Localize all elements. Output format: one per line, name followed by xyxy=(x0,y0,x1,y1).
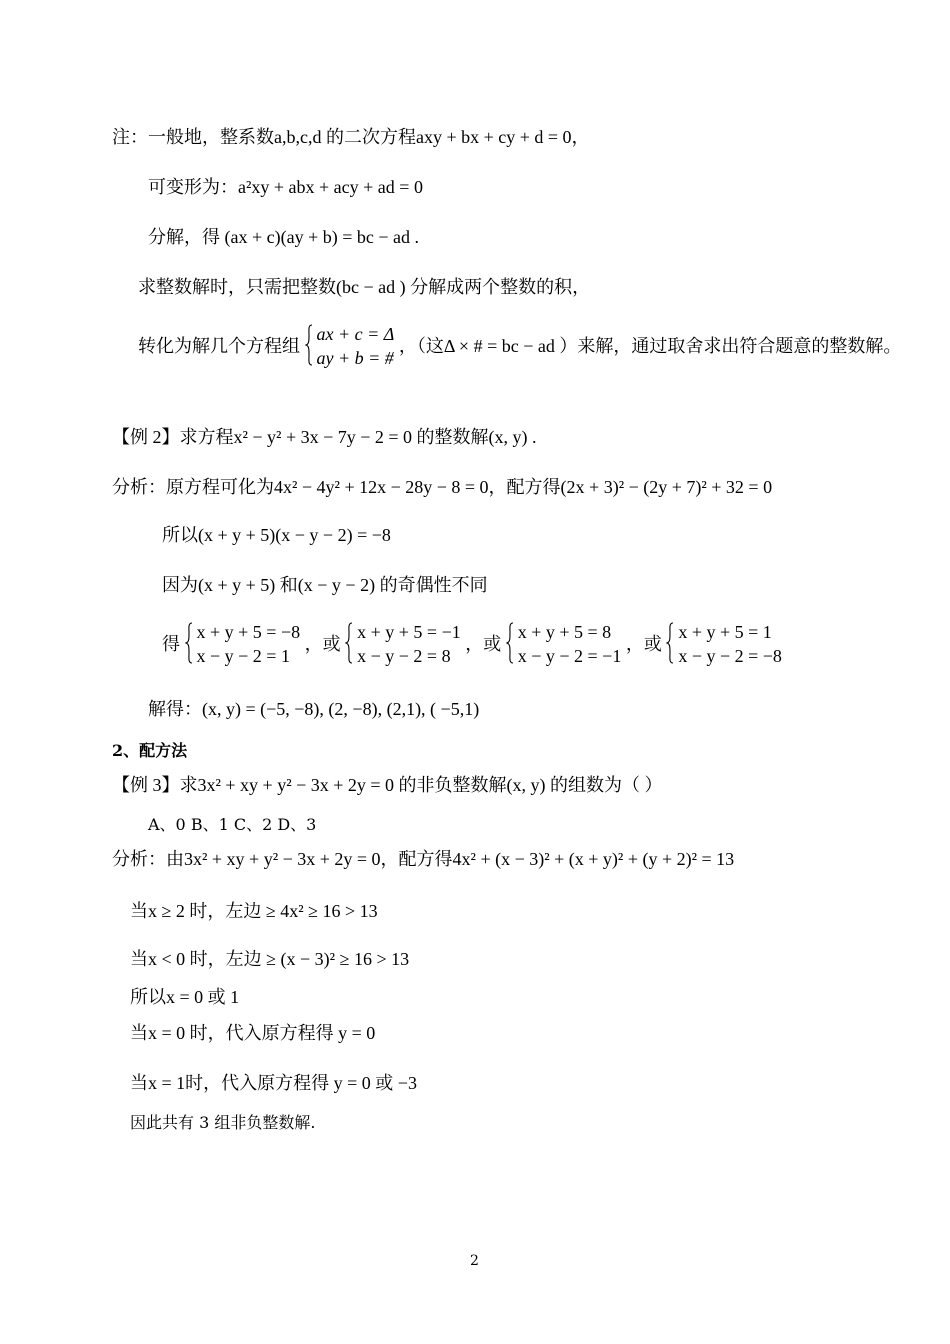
section-2-heading: 2、配方法 xyxy=(112,741,188,760)
or-label: ，或 xyxy=(625,634,662,654)
case-4: 当x = 0 时，代入原方程得 y = 0 xyxy=(130,1023,376,1043)
note-line: 注：一般地，整系数a,b,c,d 的二次方程axy + bx + cy + d = 0， xyxy=(112,127,590,147)
equation-system xyxy=(305,322,395,370)
system-2-eq-b: x − y − 2 = 8 xyxy=(357,646,451,666)
system-2 xyxy=(345,620,461,668)
example-3-title: 【例 3】求3x² + xy + y² − 3x + 2y = 0 的非负整数解(x, y) 的组数为（ ） xyxy=(112,775,663,795)
integer-solution-line: 求整数解时，只需把整数(bc − ad ) 分解成两个整数的积， xyxy=(138,277,591,297)
conclusion: 因此共有 3 组非负整数解. xyxy=(130,1113,316,1132)
system-eq-2: ay + b = # xyxy=(316,348,394,368)
system-eq-1: ax + c = Δ xyxy=(316,324,395,344)
transform-line: 可变形为：a²xy + abx + acy + ad = 0 xyxy=(148,177,423,197)
example-2-solution: 解得：(x, y) = (−5, −8), (2, −8), (2,1), ( −5,1) xyxy=(148,699,480,719)
left-brace-icon xyxy=(185,622,193,664)
system-suffix: ，（这Δ × # = bc − ad ）来解，通过取舍求出符合题意的整数解。 xyxy=(398,336,902,356)
system-4-eq-b: x − y − 2 = −8 xyxy=(678,646,782,666)
case-3: 所以x = 0 或 1 xyxy=(130,987,240,1007)
system-line xyxy=(138,322,901,370)
system-4-eq-a: x + y + 5 = 1 xyxy=(678,622,772,642)
system-2-eq-a: x + y + 5 = −1 xyxy=(357,622,461,642)
example-2-so: 所以(x + y + 5)(x − y − 2) = −8 xyxy=(162,525,391,545)
case-1: 当x ≥ 2 时，左边 ≥ 4x² ≥ 16 > 13 xyxy=(130,901,378,921)
example-2-systems xyxy=(162,620,782,668)
example-3-analysis: 分析：由3x² + xy + y² − 3x + 2y = 0，配方得4x² + (x − 3)² + (x + y)² + (y + 2)² = 13 xyxy=(112,849,735,869)
system-1-eq-b: x − y − 2 = 1 xyxy=(196,646,290,666)
case-2: 当x < 0 时，左边 ≥ (x − 3)² ≥ 16 > 13 xyxy=(130,949,410,969)
factor-line: 分解，得 (ax + c)(ay + b) = bc − ad . xyxy=(148,227,420,247)
example-2-title: 【例 2】求方程x² − y² + 3x − 7y − 2 = 0 的整数解(x, y) . xyxy=(112,427,537,447)
left-brace-icon xyxy=(305,324,313,366)
example-2-because: 因为(x + y + 5) 和(x − y − 2) 的奇偶性不同 xyxy=(162,575,488,595)
system-1 xyxy=(185,620,301,668)
or-label: ，或 xyxy=(465,634,502,654)
system-1-eq-a: x + y + 5 = −8 xyxy=(196,622,301,642)
left-brace-icon xyxy=(506,622,514,664)
de-label: 得 xyxy=(162,634,180,654)
case-5: 当x = 1时，代入原方程得 y = 0 或 −3 xyxy=(130,1073,417,1093)
left-brace-icon xyxy=(345,622,353,664)
system-3-eq-b: x − y − 2 = −1 xyxy=(517,646,622,666)
left-brace-icon xyxy=(666,622,674,664)
or-label: ，或 xyxy=(304,634,341,654)
system-3-eq-a: x + y + 5 = 8 xyxy=(517,622,612,642)
example-2-analysis: 分析：原方程可化为4x² − 4y² + 12x − 28y − 8 = 0，配方得(2x + 3)² − (2y + 7)² + 32 = 0 xyxy=(112,477,773,497)
system-prefix: 转化为解几个方程组 xyxy=(138,336,300,356)
system-4 xyxy=(666,620,782,668)
example-3-choices: A、0 B、1 C、2 D、3 xyxy=(148,815,317,834)
system-3 xyxy=(506,620,622,668)
page-number: 2 xyxy=(470,1253,479,1269)
